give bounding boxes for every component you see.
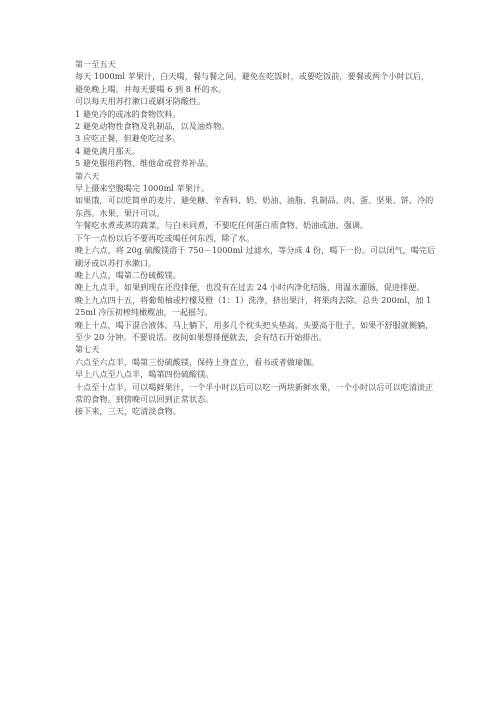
heading-day-6: 第六天: [75, 170, 100, 181]
list-item: 4 避免满月那天。: [75, 145, 140, 156]
paragraph: 午餐吃水煮或蒸的蔬菜，与白米同煮，不要吃任何蛋白质食物、奶油或油、强调。: [75, 220, 369, 231]
paragraph: 可以每天用苏打漱口或刷牙防酸性。: [75, 96, 206, 107]
paragraph: 每天 1000ml 苹果汁，白天喝，餐与餐之间，避免在吃饭时，或要吃饭前，要餐或两个小时以后，避免晚上喝，并每天要喝 6 到 8 杯的水。: [75, 71, 430, 94]
list-item: 3 应吃正餐，但避免吃过多。: [75, 133, 181, 144]
list-item: 2 避免动物性食物及乳制品，以及油炸物。: [75, 121, 230, 132]
document-body: [75, 58, 436, 418]
paragraph: 晚上九点四十五，将葡萄柚或柠檬及橙（1：1）洗净，挤出果汁，将果肉去除。总共 200ml，加 125ml 冷压初榨纯橄榄油，一起摇匀。: [75, 294, 432, 318]
list-item: 5 避免服用药物、维他命或营养补品。: [75, 158, 214, 169]
paragraph: 晚上九点半，如果到现在还没排便，也没有在过去 24 小时内净化结肠，用温水灌肠，促进排便。: [75, 282, 425, 293]
list-item: 1 避免冷的或冰的食物饮料。: [75, 108, 181, 119]
paragraph: 六点至六点半，喝第三份硫酸镁，保持上身直立，看书或者做瑜伽。: [75, 356, 320, 367]
paragraph: 十点至十点半，可以喝鲜果汁，一个半小时以后可以吃一两块新鲜水果，一个小时以后可以吃清淡正常的食物。到傍晚可以回到正常状态。: [75, 381, 434, 404]
paragraph: 下午一点扮以后不要再吃或喝任何东西，除了水。: [75, 232, 255, 243]
heading-days-1-5: 第一至五天: [75, 59, 116, 69]
paragraph: 接下来，三天，吃清淡食物。: [75, 406, 181, 417]
paragraph: 晚上十点，喝下混合液体，马上躺下，用多几个枕头把头垫高，头要高于肚子，如果不舒服就侧躺，至少 20 分钟。不要说话。夜间如果想排便就去，会有结石开始排出。: [75, 319, 434, 342]
heading-day-7: 第七天: [75, 344, 100, 355]
paragraph: 早上摄来空腹喝完 1000ml 苹果汁。: [75, 183, 210, 194]
paragraph: 晚上六点，将 20g 硫酸镁溶于 750－1000ml 过滤水，等分成 4 份，喝下一份。可以闭气，喝完后刷牙或以苏打水漱口。: [75, 245, 436, 268]
paragraph: 早上八点至八点半，喝第四份硫酸镁。: [75, 369, 214, 380]
paragraph: 晚上八点，喝第二份硫酸镁。: [75, 269, 181, 280]
paragraph: 如果饿，可以吃简单的麦片、避免糖、辛香料、奶、奶油、油脂、乳制品、肉、蛋、坚果、饼、冷的东西。水果、果汁可以。: [75, 195, 434, 218]
